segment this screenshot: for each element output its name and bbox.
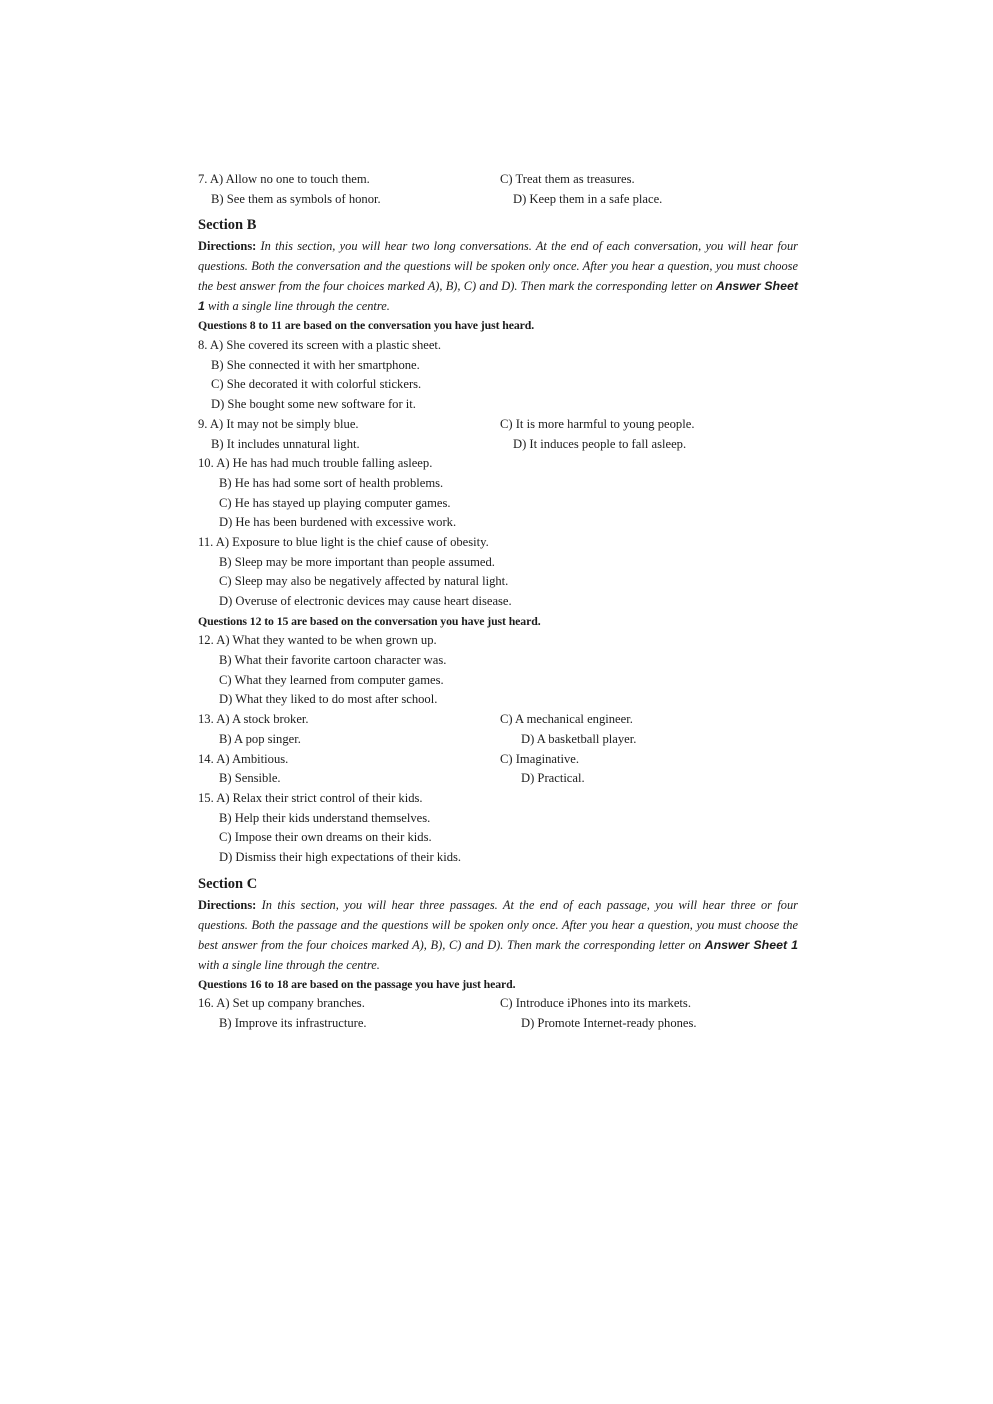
- option-a: A) She covered its screen with a plastic sheet.: [209, 338, 442, 353]
- question-11: [198, 533, 798, 553]
- question-15: [198, 789, 798, 809]
- option-a: A) Relax their strict control of their kids.: [216, 790, 423, 805]
- option-d: D) What they liked to do most after school.: [219, 692, 438, 707]
- option-d: D) A basketball player.: [521, 731, 637, 746]
- option-a: A) What they wanted to be when grown up.: [216, 633, 437, 648]
- question-number: 16.: [198, 996, 214, 1011]
- option-b: B) He has had some sort of health problems.: [219, 475, 444, 490]
- question-10: [198, 454, 798, 474]
- option-b: B) What their favorite cartoon character was.: [219, 653, 447, 668]
- option-d: D) Practical.: [521, 771, 585, 786]
- option-d: D) Overuse of electronic devices may cause heart disease.: [219, 594, 512, 608]
- directions-text-1: In this section, you will hear two long conversations. At the end of each conversation, you will hear four questions. Both the conversation and the questions will be spoken only once. After you hear a question, you must choose the best answer from the four choices marked A), B), C) and D). Then mark the corresponding letter on: [198, 239, 798, 294]
- section-b-title: Section B: [198, 217, 257, 234]
- section-b-directions: [198, 236, 798, 316]
- question-number: 12.: [198, 633, 214, 648]
- option-a: A) It may not be simply blue.: [209, 416, 359, 431]
- questions-8-11-header: Questions 8 to 11 are based on the conversation you have just heard.: [198, 318, 535, 333]
- questions-12-15-header: Questions 12 to 15 are based on the conversation you have just heard.: [198, 613, 541, 628]
- directions-text-2: with a single line through the centre.: [198, 957, 380, 972]
- question-number: 11.: [198, 534, 214, 549]
- directions-label: Directions:: [198, 239, 257, 254]
- section-c-directions: [198, 895, 798, 975]
- exam-page: [198, 170, 798, 1034]
- option-d: D) Promote Internet-ready phones.: [521, 1016, 697, 1030]
- option-d: D) She bought some new software for it.: [211, 397, 416, 412]
- option-c: C) Introduce iPhones into its markets.: [500, 996, 691, 1011]
- option-a: A) Set up company branches.: [216, 996, 365, 1011]
- option-b: B) A pop singer.: [219, 731, 301, 746]
- directions-text-1: In this section, you will hear three passages. At the end of each passage, you will hear three or four questions. Both the passage and the questions will be spoken only once. After you hear a question, you must choose the best answer from the four choices marked A), B), C) and D). Then mark the corresponding letter on: [198, 897, 798, 952]
- option-c: C) Sleep may also be negatively affected by natural light.: [219, 574, 509, 589]
- option-a: A) He has had much trouble falling asleep.: [216, 456, 433, 471]
- question-number: 7.: [198, 172, 208, 186]
- option-c: C) A mechanical engineer.: [500, 712, 633, 727]
- question-number: 13.: [198, 712, 214, 727]
- option-d: D) Keep them in a safe place.: [513, 191, 663, 206]
- option-c: C) What they learned from computer games.: [219, 672, 444, 687]
- question-16: [198, 994, 798, 1014]
- question-9: [198, 415, 798, 435]
- option-b: B) Sensible.: [219, 771, 281, 786]
- option-b: B) Help their kids understand themselves.: [219, 810, 431, 825]
- option-c: C) Impose their own dreams on their kids.: [219, 830, 432, 845]
- option-b: B) Improve its infrastructure.: [219, 1016, 367, 1030]
- option-d: D) He has been burdened with excessive work.: [219, 515, 457, 530]
- option-a: A) A stock broker.: [216, 712, 309, 727]
- option-a: A) Allow no one to touch them.: [209, 172, 370, 186]
- question-number: 9.: [198, 416, 208, 431]
- option-b: B) Sleep may be more important than people assumed.: [219, 554, 495, 569]
- directions-text-2: with a single line through the centre.: [204, 299, 390, 314]
- option-a: A) Exposure to blue light is the chief cause of obesity.: [215, 534, 489, 549]
- question-12: [198, 631, 798, 651]
- questions-16-18-header: Questions 16 to 18 are based on the passage you have just heard.: [198, 976, 516, 991]
- question-13: [198, 710, 798, 730]
- answer-sheet-label: Answer Sheet 1: [704, 937, 798, 952]
- option-c: C) It is more harmful to young people.: [500, 416, 695, 431]
- question-number: 15.: [198, 790, 214, 805]
- question-number: 10.: [198, 456, 214, 471]
- option-d: D) Dismiss their high expectations of their kids.: [219, 849, 462, 864]
- option-c: C) Imaginative.: [500, 751, 580, 766]
- option-c: C) Treat them as treasures.: [500, 172, 635, 186]
- question-14: [198, 750, 798, 770]
- option-c: C) He has stayed up playing computer games.: [219, 495, 451, 510]
- question-7: [198, 170, 798, 190]
- option-d: D) It induces people to fall asleep.: [513, 436, 687, 451]
- question-number: 14.: [198, 751, 214, 766]
- option-c: C) She decorated it with colorful stickers.: [211, 377, 422, 392]
- option-b: B) It includes unnatural light.: [211, 436, 360, 451]
- option-a: A) Ambitious.: [216, 751, 289, 766]
- question-number: 8.: [198, 338, 208, 353]
- question-8: [198, 336, 798, 356]
- option-b: B) See them as symbols of honor.: [211, 191, 381, 206]
- directions-label: Directions:: [198, 897, 257, 912]
- answer-sheet-label: Answer Sheet 1: [198, 279, 798, 314]
- option-b: B) She connected it with her smartphone.: [211, 357, 420, 372]
- section-c-title: Section C: [198, 875, 258, 892]
